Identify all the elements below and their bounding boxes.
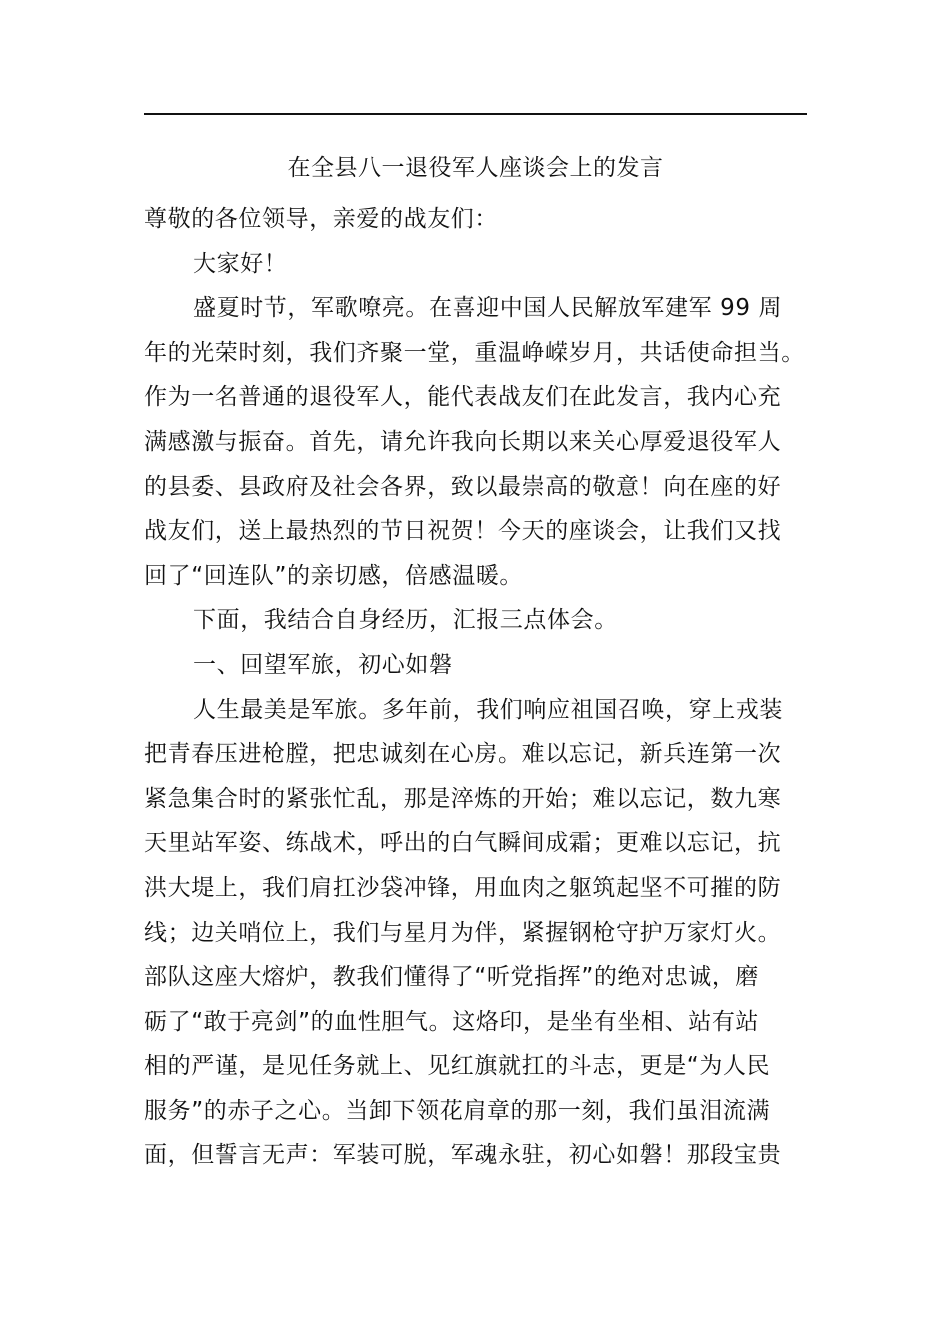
text-line: 把青春压进枪膛，把忠诚刻在心房。难以忘记，新兵连第一次 — [144, 741, 782, 768]
text-line: 的县委、县政府及社会各界，致以最崇高的敬意！向在座的好 — [144, 473, 782, 500]
header-rule — [144, 113, 807, 115]
text-line: 战友们，送上最热烈的节日祝贺！今天的座谈会，让我们又找 — [144, 518, 782, 545]
document-title: 在全县八一退役军人座谈会上的发言 — [287, 155, 664, 181]
text-line: 部队这座大熔炉，教我们懂得了“听党指挥”的绝对忠诚，磨 — [144, 964, 760, 991]
document-body — [144, 197, 807, 1178]
text-line: 作为一名普通的退役军人，能代表战友们在此发言，我内心充 — [144, 384, 782, 411]
text-line: 紧急集合时的紧张忙乱，那是淬炼的开始；难以忘记，数九寒 — [144, 785, 782, 812]
text-line: 满感激与振奋。首先，请允许我向长期以来关心厚爱退役军人 — [144, 428, 782, 455]
text-line: 服务”的赤子之心。当卸下领花肩章的那一刻，我们虽泪流满 — [144, 1097, 771, 1124]
text-line: 面，但誓言无声：军装可脱，军魂永驻，初心如磐！那段宝贵 — [144, 1142, 782, 1169]
text-line: 砺了“敢于亮剑”的血性胆气。这烙印，是坐有坐相、站有站 — [144, 1008, 760, 1035]
text-line: 人生最美是军旅。多年前，我们响应祖国召唤，穿上戎装 — [193, 696, 783, 723]
text-line: 洪大堤上，我们肩扛沙袋冲锋，用血肉之躯筑起坚不可摧的防 — [144, 874, 782, 901]
text-line: 天里站军姿、练战术，呼出的白气瞬间成霜；更难以忘记，抗 — [144, 830, 782, 857]
text-line: 一、回望军旅，初心如磐 — [193, 651, 453, 678]
text-line: 回了“回连队”的亲切感，倍感温暖。 — [144, 562, 524, 589]
text-line: 下面，我结合自身经历，汇报三点体会。 — [193, 607, 618, 634]
text-line: 盛夏时节，军歌嘹亮。在喜迎中国人民解放军建军 99 周 — [193, 295, 783, 322]
text-line: 大家好！ — [193, 250, 288, 277]
text-line: 线；边关哨位上，我们与星月为伴，紧握钢枪守护万家灯火。 — [144, 919, 782, 946]
text-line: 年的光荣时刻，我们齐聚一堂，重温峥嵘岁月，共话使命担当。 — [144, 339, 805, 366]
text-line: 尊敬的各位领导，亲爱的战友们： — [144, 206, 498, 232]
text-line: 相的严谨，是见任务就上、见红旗就扛的斗志，更是“为人民 — [144, 1053, 771, 1080]
